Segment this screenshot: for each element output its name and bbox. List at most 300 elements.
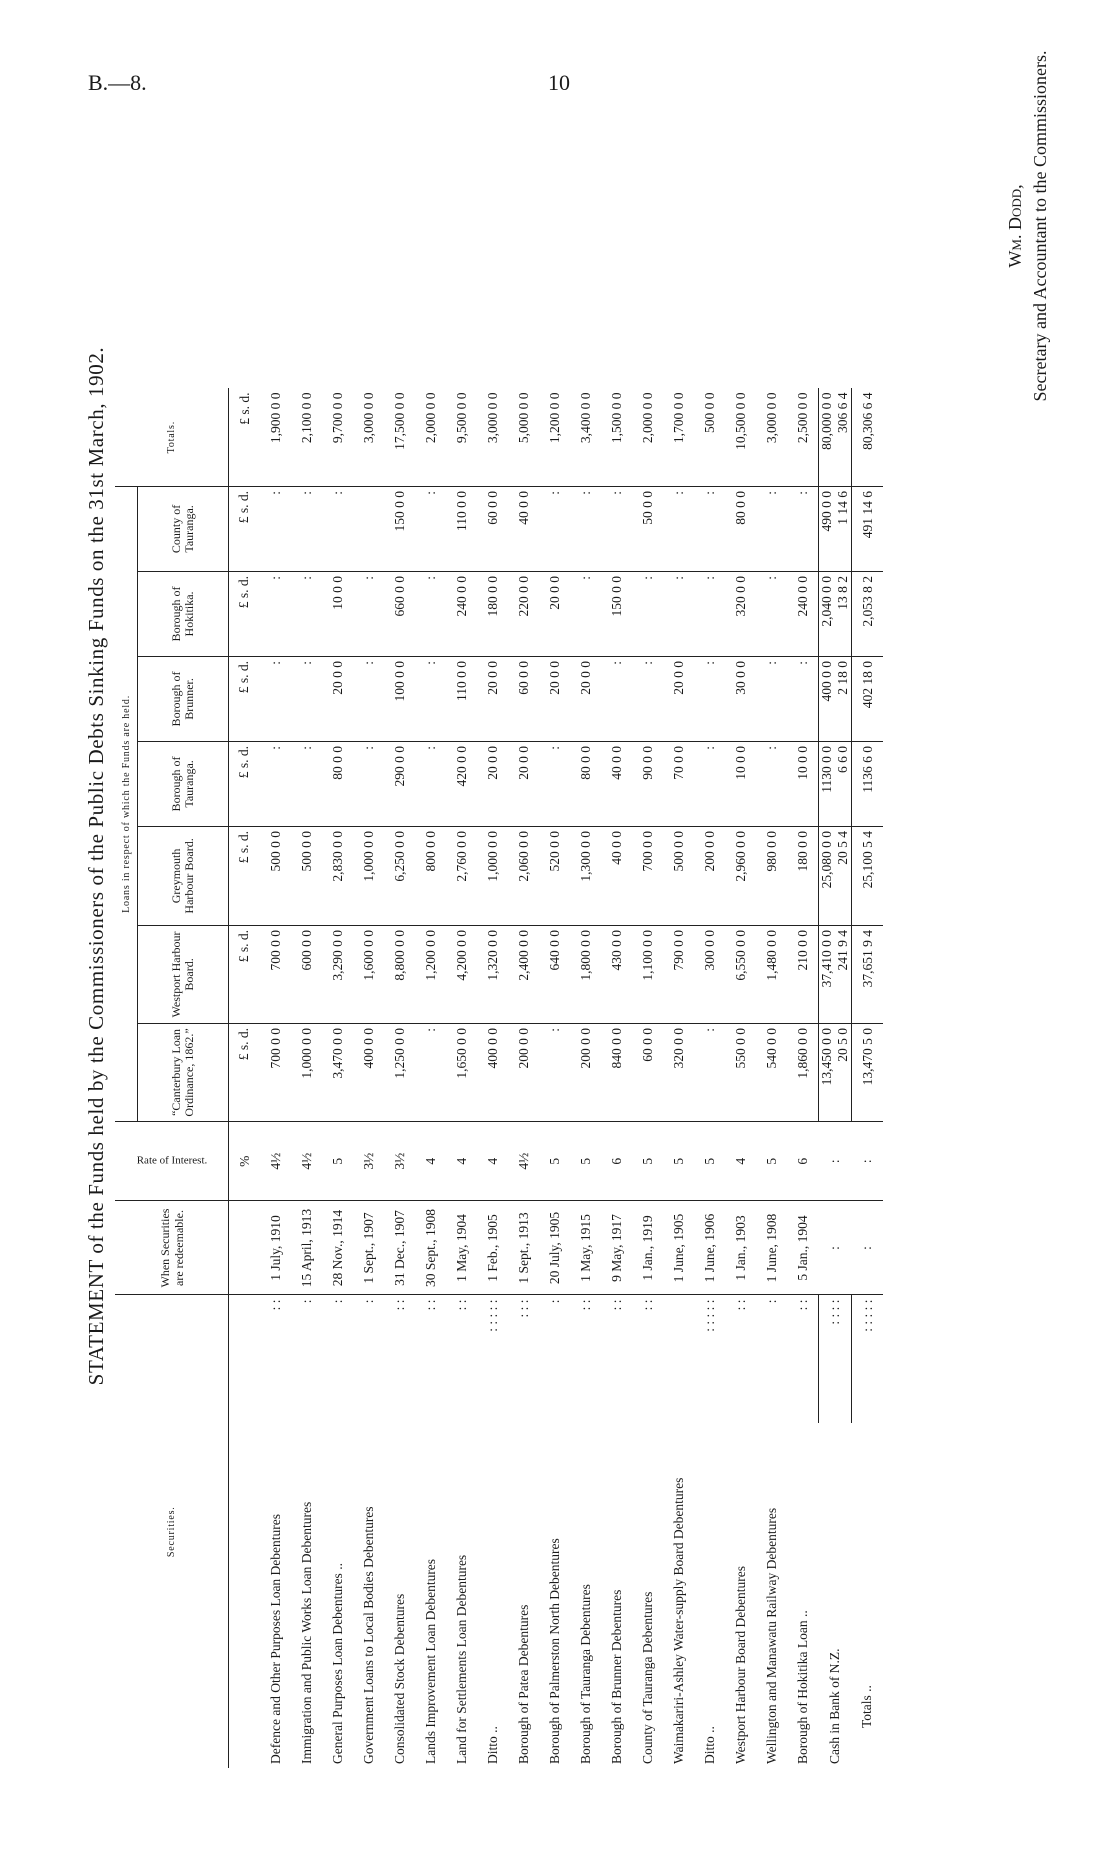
amount-brunner: : [291,656,322,741]
amount-brunner: : [260,656,291,741]
amount-total: 3,000 0 0 [353,388,384,486]
amount-hokitika: : [353,571,384,656]
leader-dots: : : [267,1299,283,1311]
security-name: Immigration and Public Works Loan Debentures [298,1501,314,1764]
amount-tauranga_c: : [291,486,322,571]
amount-westport: 600 0 0 [291,925,322,1023]
amount-total: 2,500 0 0 [787,388,819,486]
security-name: Land for Settlements Loan Debentures [453,1554,469,1764]
amount-brunner: 20 0 0 [322,656,353,741]
amount-total: 9,500 0 0 [446,388,477,486]
amount-hokitika: 220 0 0 [508,571,539,656]
redeem-date: 9 May, 1917 [601,1201,632,1295]
redeem-date: 1 June, 1905 [663,1201,694,1295]
amount-greymouth: 200 0 0 [694,826,725,925]
redeem-date: 5 Jan., 1904 [787,1201,819,1295]
cash-amount-tauranga_c [819,486,852,571]
security-name: Ditto .. [484,1726,500,1764]
amount-tauranga_b: : [756,741,787,826]
cash-amount-westport [819,925,852,1023]
amount-brunner: : [415,656,446,741]
unit-money-brunner: £ s. d. [229,656,261,741]
cash-rate: : [819,1121,852,1201]
totals-redeem: : [852,1201,884,1295]
amount-westport: 430 0 0 [601,925,632,1023]
amount-tauranga_c: 60 0 0 [477,486,508,571]
amount-westport: 6,550 0 0 [725,925,756,1023]
total-amount-total: 80,306 6 4 [852,388,884,486]
amount-canterbury: : [694,1023,725,1121]
amount-westport: 1,200 0 0 [415,925,446,1023]
amount-canterbury: 540 0 0 [756,1023,787,1121]
amount-tauranga_c: 110 0 0 [446,486,477,571]
totals-row [852,388,884,1768]
header-westport: Westport Harbour Board. [138,925,229,1023]
amount-tauranga_b: : [353,741,384,826]
cash-balance: 2 18 0 [835,660,850,695]
table-row [539,388,570,1768]
amount-tauranga_b: 90 0 0 [632,741,663,826]
leader-dots: : : [794,1299,810,1311]
interest-rate: 5 [663,1121,694,1201]
header-totals: Totals. [115,388,229,486]
amount-tauranga_c: 80 0 0 [725,486,756,571]
amount-westport: 790 0 0 [663,925,694,1023]
table-row [446,388,477,1768]
amount-canterbury: 700 0 0 [260,1023,291,1121]
amount-canterbury: 1,000 0 0 [291,1023,322,1121]
cash-amount-canterbury [819,1023,852,1121]
cash-amount-hokitika [819,571,852,656]
cash-balance: 241 9 4 [835,929,850,971]
security-name: Borough of Palmerston North Debentures [546,1538,562,1764]
security-name: Defence and Other Purposes Loan Debentures [267,1513,283,1764]
amount-westport: 300 0 0 [694,925,725,1023]
amount-tauranga_b: : [539,741,570,826]
header-rate: Rate of Interest. [115,1121,229,1201]
leader-dots: : : [639,1299,655,1311]
amount-tauranga_b: 20 0 0 [477,741,508,826]
total-amount-brunner: 402 18 0 [852,656,884,741]
amount-greymouth: 180 0 0 [787,826,819,925]
amount-total: 1,500 0 0 [601,388,632,486]
leader-dots: : : : : : [484,1299,500,1332]
amount-westport: 640 0 0 [539,925,570,1023]
unit-money-hokitika: £ s. d. [229,571,261,656]
amount-greymouth: 500 0 0 [291,826,322,925]
amount-total: 2,000 0 0 [415,388,446,486]
total-amount-canterbury: 13,470 5 0 [852,1023,884,1121]
total-amount-tauranga_c: 491 14 6 [852,486,884,571]
amount-total: 3,400 0 0 [570,388,601,486]
amount-greymouth: 2,060 0 0 [508,826,539,925]
sinking-funds-table [115,388,883,1768]
security-name: Borough of Tauranga Debentures [577,1584,593,1764]
amount-tauranga_b: 80 0 0 [322,741,353,826]
totals-label: Totals .. [859,1685,875,1728]
amount-greymouth: 1,000 0 0 [477,826,508,925]
redeem-date: 1 May, 1915 [570,1201,601,1295]
amount-canterbury: 320 0 0 [663,1023,694,1121]
amount-total: 1,900 0 0 [260,388,291,486]
security-name: Lands Improvement Loan Debentures [422,1558,438,1764]
table-row [415,388,446,1768]
interest-rate: 5 [694,1121,725,1201]
header-canterbury: “Canterbury Loan Ordinance, 1862.” [138,1023,229,1121]
redeem-date: 31 Dec., 1907 [384,1201,415,1295]
amount-hokitika: 240 0 0 [787,571,819,656]
redeem-date: 1 Feb., 1905 [477,1201,508,1295]
amount-westport: 1,320 0 0 [477,925,508,1023]
leader-dots: : [546,1299,562,1304]
leader-dots: : : [577,1299,593,1311]
amount-hokitika: 660 0 0 [384,571,415,656]
security-name: Wellington and Manawatu Railway Debentures [763,1507,779,1764]
security-name: Government Loans to Local Bodies Debentures [360,1506,376,1764]
cash-amount-brunner [819,656,852,741]
amount-canterbury: 400 0 0 [353,1023,384,1121]
signature-name: Wm. Dodd, [1005,184,1025,268]
units-spacer [229,1295,261,1423]
amount-hokitika: 320 0 0 [725,571,756,656]
signature-role: Secretary and Accountant to the Commissioners. [1030,50,1050,402]
cash-invested: 37,410 0 0 [819,929,834,988]
amount-canterbury: 1,650 0 0 [446,1023,477,1121]
amount-greymouth: 700 0 0 [632,826,663,925]
page-title: STATEMENT of the Funds held by the Commissioners of the Public Debts Sinking Funds on the 31st March, 1902. [84,346,108,1386]
leader-dots: : : [608,1299,624,1311]
amount-canterbury: 1,250 0 0 [384,1023,415,1121]
amount-tauranga_c: 150 0 0 [384,486,415,571]
amount-westport: 1,100 0 0 [632,925,663,1023]
redeem-date: 15 April, 1913 [291,1201,322,1295]
interest-rate: 5 [539,1121,570,1201]
cash-invested: 490 0 0 [819,490,834,532]
amount-hokitika: : [756,571,787,656]
amount-greymouth: 520 0 0 [539,826,570,925]
cash-label: Cash in Bank of N.Z. [827,1648,842,1764]
cash-amount-total [819,388,852,486]
amount-greymouth: 2,960 0 0 [725,826,756,925]
table-row [322,388,353,1768]
amount-tauranga_c: : [787,486,819,571]
leader-dots: : [763,1299,779,1304]
amount-greymouth: 500 0 0 [663,826,694,925]
leader-dots: : : : [515,1299,531,1318]
amount-tauranga_b: 290 0 0 [384,741,415,826]
total-amount-westport: 37,651 9 4 [852,925,884,1023]
amount-greymouth: 1,000 0 0 [353,826,384,925]
amount-westport: 210 0 0 [787,925,819,1023]
amount-tauranga_c: : [539,486,570,571]
amount-greymouth: 500 0 0 [260,826,291,925]
amount-tauranga_b: 70 0 0 [663,741,694,826]
interest-rate: 4 [725,1121,756,1201]
table-row [384,388,415,1768]
unit-money-total: £ s. d. [229,388,261,486]
total-amount-greymouth: 25,100 5 4 [852,826,884,925]
amount-westport: 3,290 0 0 [322,925,353,1023]
interest-rate: 5 [570,1121,601,1201]
security-name: Borough of Hokitika Loan .. [794,1610,810,1764]
redeem-date: 28 Nov., 1914 [322,1201,353,1295]
amount-canterbury: : [415,1023,446,1121]
amount-brunner: 60 0 0 [508,656,539,741]
redeem-date: 1 June, 1906 [694,1201,725,1295]
total-amount-tauranga_b: 1136 6 0 [852,741,884,826]
amount-canterbury: 840 0 0 [601,1023,632,1121]
amount-greymouth: 1,300 0 0 [570,826,601,925]
interest-rate: 4 [415,1121,446,1201]
leader-dots: : : [391,1299,407,1311]
amount-brunner: : [694,656,725,741]
amount-tauranga_c: : [601,486,632,571]
amount-westport: 4,200 0 0 [446,925,477,1023]
amount-brunner: 20 0 0 [663,656,694,741]
amount-total: 5,000 0 0 [508,388,539,486]
amount-greymouth: 6,250 0 0 [384,826,415,925]
amount-greymouth: 2,830 0 0 [322,826,353,925]
amount-hokitika: : [291,571,322,656]
cash-balance: 306 6 4 [835,392,850,433]
table-row [477,388,508,1768]
amount-total: 10,500 0 0 [725,388,756,486]
amount-greymouth: 800 0 0 [415,826,446,925]
header-securities: Securities. [115,1295,229,1768]
leader-dots: : [298,1299,314,1304]
amount-hokitika: : [632,571,663,656]
cash-invested: 80,000 0 0 [819,392,834,450]
amount-tauranga_c [353,486,384,571]
interest-rate: 4½ [260,1121,291,1201]
leader-dots: : : : : : [701,1299,717,1332]
cash-invested: 1130 0 0 [819,745,834,793]
amount-tauranga_c: : [756,486,787,571]
security-name: Westport Harbour Board Debentures [732,1566,748,1764]
redeem-date: 20 July, 1905 [539,1201,570,1295]
cash-invested: 13,450 0 0 [819,1027,834,1086]
amount-tauranga_b: 10 0 0 [725,741,756,826]
header-borough-tauranga: Borough of Tauranga. [138,741,229,826]
leader-dots: : [329,1299,345,1304]
amount-tauranga_c: : [663,486,694,571]
table-body [229,388,884,1768]
amount-total: 2,000 0 0 [632,388,663,486]
amount-tauranga_c: : [694,486,725,571]
header-when-redeemable: When Securities are redeemable. [115,1201,229,1295]
unit-money-tauranga_b: £ s. d. [229,741,261,826]
interest-rate: 6 [787,1121,819,1201]
amount-brunner: 20 0 0 [477,656,508,741]
amount-tauranga_b: : [260,741,291,826]
leader-dots: : : [732,1299,748,1311]
amount-total: 3,000 0 0 [756,388,787,486]
security-name: Consolidated Stock Debentures [391,1593,407,1764]
amount-canterbury: 550 0 0 [725,1023,756,1121]
header-greymouth: Greymouth Harbour Board. [138,826,229,925]
table-row [663,388,694,1768]
table-row [601,388,632,1768]
amount-tauranga_b: 420 0 0 [446,741,477,826]
interest-rate: 3½ [384,1121,415,1201]
interest-rate: 4½ [508,1121,539,1201]
security-name: Ditto .. [701,1726,717,1764]
amount-tauranga_b: 20 0 0 [508,741,539,826]
cash-amount-tauranga_b [819,741,852,826]
table-row [570,388,601,1768]
leader-dots: : [360,1299,376,1304]
amount-total: 9,700 0 0 [322,388,353,486]
total-amount-hokitika: 2,053 8 2 [852,571,884,656]
cash-balance: 20 5 0 [835,1027,850,1062]
amount-brunner: : [601,656,632,741]
amount-hokitika: 180 0 0 [477,571,508,656]
amount-westport: 700 0 0 [260,925,291,1023]
amount-canterbury: 60 0 0 [632,1023,663,1121]
amount-tauranga_c: : [570,486,601,571]
cash-invested: 2,040 0 0 [819,575,834,627]
units-spacer [229,1423,261,1768]
amount-westport: 1,800 0 0 [570,925,601,1023]
amount-total: 1,700 0 0 [663,388,694,486]
page-number: 10 [548,70,570,95]
interest-rate: 5 [756,1121,787,1201]
table-row [756,388,787,1768]
amount-total: 500 0 0 [694,388,725,486]
cash-amount-greymouth [819,826,852,925]
leader-dots [663,1295,694,1423]
table-row [353,388,384,1768]
amount-canterbury: 1,860 0 0 [787,1023,819,1121]
unit-rate: % [229,1121,261,1201]
amount-hokitika: : [694,571,725,656]
amount-hokitika: : [260,571,291,656]
amount-tauranga_c: : [322,486,353,571]
unit-money-greymouth: £ s. d. [229,826,261,925]
amount-tauranga_b: : [694,741,725,826]
amount-greymouth: 40 0 0 [601,826,632,925]
unit-money-canterbury: £ s. d. [229,1023,261,1121]
amount-canterbury: 3,470 0 0 [322,1023,353,1121]
redeem-date: 1 July, 1910 [260,1201,291,1295]
amount-hokitika: 150 0 0 [601,571,632,656]
amount-hokitika: 240 0 0 [446,571,477,656]
table-row [787,388,819,1768]
header-borough-hokitika: Borough of Hokitika. [138,571,229,656]
redeem-date: 1 May, 1904 [446,1201,477,1295]
security-name: Borough of Brunner Debentures [608,1589,624,1764]
amount-brunner: : [756,656,787,741]
redeem-date: 1 Sept., 1907 [353,1201,384,1295]
amount-hokitika: 20 0 0 [539,571,570,656]
amount-tauranga_c: : [260,486,291,571]
table-row [694,388,725,1768]
units-spacer [229,1201,261,1295]
amount-westport: 2,400 0 0 [508,925,539,1023]
unit-money-westport: £ s. d. [229,925,261,1023]
redeem-date: 1 Jan., 1919 [632,1201,663,1295]
interest-rate: 4½ [291,1121,322,1201]
amount-tauranga_c: 40 0 0 [508,486,539,571]
header-loans-group: Loans in respect of which the Funds are held. [115,486,138,1121]
header-county-tauranga: County of Tauranga. [138,486,229,571]
amount-tauranga_b: 10 0 0 [787,741,819,826]
unit-money-tauranga_c: £ s. d. [229,486,261,571]
table-row [632,388,663,1768]
cash-row [819,388,852,1768]
amount-westport: 1,600 0 0 [353,925,384,1023]
amount-greymouth: 980 0 0 [756,826,787,925]
amount-brunner: : [787,656,819,741]
amount-tauranga_c: : [415,486,446,571]
redeem-date: 30 Sept., 1908 [415,1201,446,1295]
cash-invested: 25,080 0 0 [819,830,834,889]
cash-invested: 400 0 0 [819,660,834,702]
interest-rate: 5 [632,1121,663,1201]
totals-rate: : [852,1121,884,1201]
amount-brunner: : [353,656,384,741]
header-borough-brunner: Borough of Brunner. [138,656,229,741]
security-name: Waimakariri-Ashley Water-supply Board Debentures [670,1477,686,1764]
report-reference: B.—8. [88,70,147,95]
redeem-date: 1 Sept., 1913 [508,1201,539,1295]
table-row [260,388,291,1768]
table-row [508,388,539,1768]
amount-brunner: : [632,656,663,741]
table-row [725,388,756,1768]
amount-westport: 8,800 0 0 [384,925,415,1023]
amount-brunner: 100 0 0 [384,656,415,741]
amount-tauranga_b: : [415,741,446,826]
amount-greymouth: 2,760 0 0 [446,826,477,925]
table-row [291,388,322,1768]
interest-rate: 5 [322,1121,353,1201]
amount-hokitika: : [570,571,601,656]
security-name: County of Tauranga Debentures [639,1591,655,1764]
security-name: Borough of Patea Debentures [515,1604,531,1764]
amount-tauranga_b: 40 0 0 [601,741,632,826]
cash-redeem: : [819,1201,852,1295]
redeem-date: 1 Jan., 1903 [725,1201,756,1295]
interest-rate: 4 [477,1121,508,1201]
amount-brunner: 30 0 0 [725,656,756,741]
amount-tauranga_b: 80 0 0 [570,741,601,826]
amount-hokitika: : [415,571,446,656]
amount-hokitika: 10 0 0 [322,571,353,656]
cash-balance: 13 8 2 [835,575,850,610]
leader-dots: : : : : : [852,1295,884,1423]
leader-dots: : : [453,1299,469,1311]
amount-tauranga_b: : [291,741,322,826]
amount-total: 1,200 0 0 [539,388,570,486]
amount-canterbury: 200 0 0 [508,1023,539,1121]
amount-canterbury: 200 0 0 [570,1023,601,1121]
amount-westport: 1,480 0 0 [756,925,787,1023]
amount-brunner: 20 0 0 [539,656,570,741]
amount-hokitika: : [663,571,694,656]
interest-rate: 3½ [353,1121,384,1201]
amount-total: 3,000 0 0 [477,388,508,486]
amount-brunner: 110 0 0 [446,656,477,741]
redeem-date: 1 June, 1908 [756,1201,787,1295]
cash-balance: 20 5 4 [835,830,850,865]
amount-canterbury: 400 0 0 [477,1023,508,1121]
amount-total: 2,100 0 0 [291,388,322,486]
amount-canterbury: : [539,1023,570,1121]
leader-dots: : : [422,1299,438,1311]
amount-total: 17,500 0 0 [384,388,415,486]
amount-tauranga_c: 50 0 0 [632,486,663,571]
